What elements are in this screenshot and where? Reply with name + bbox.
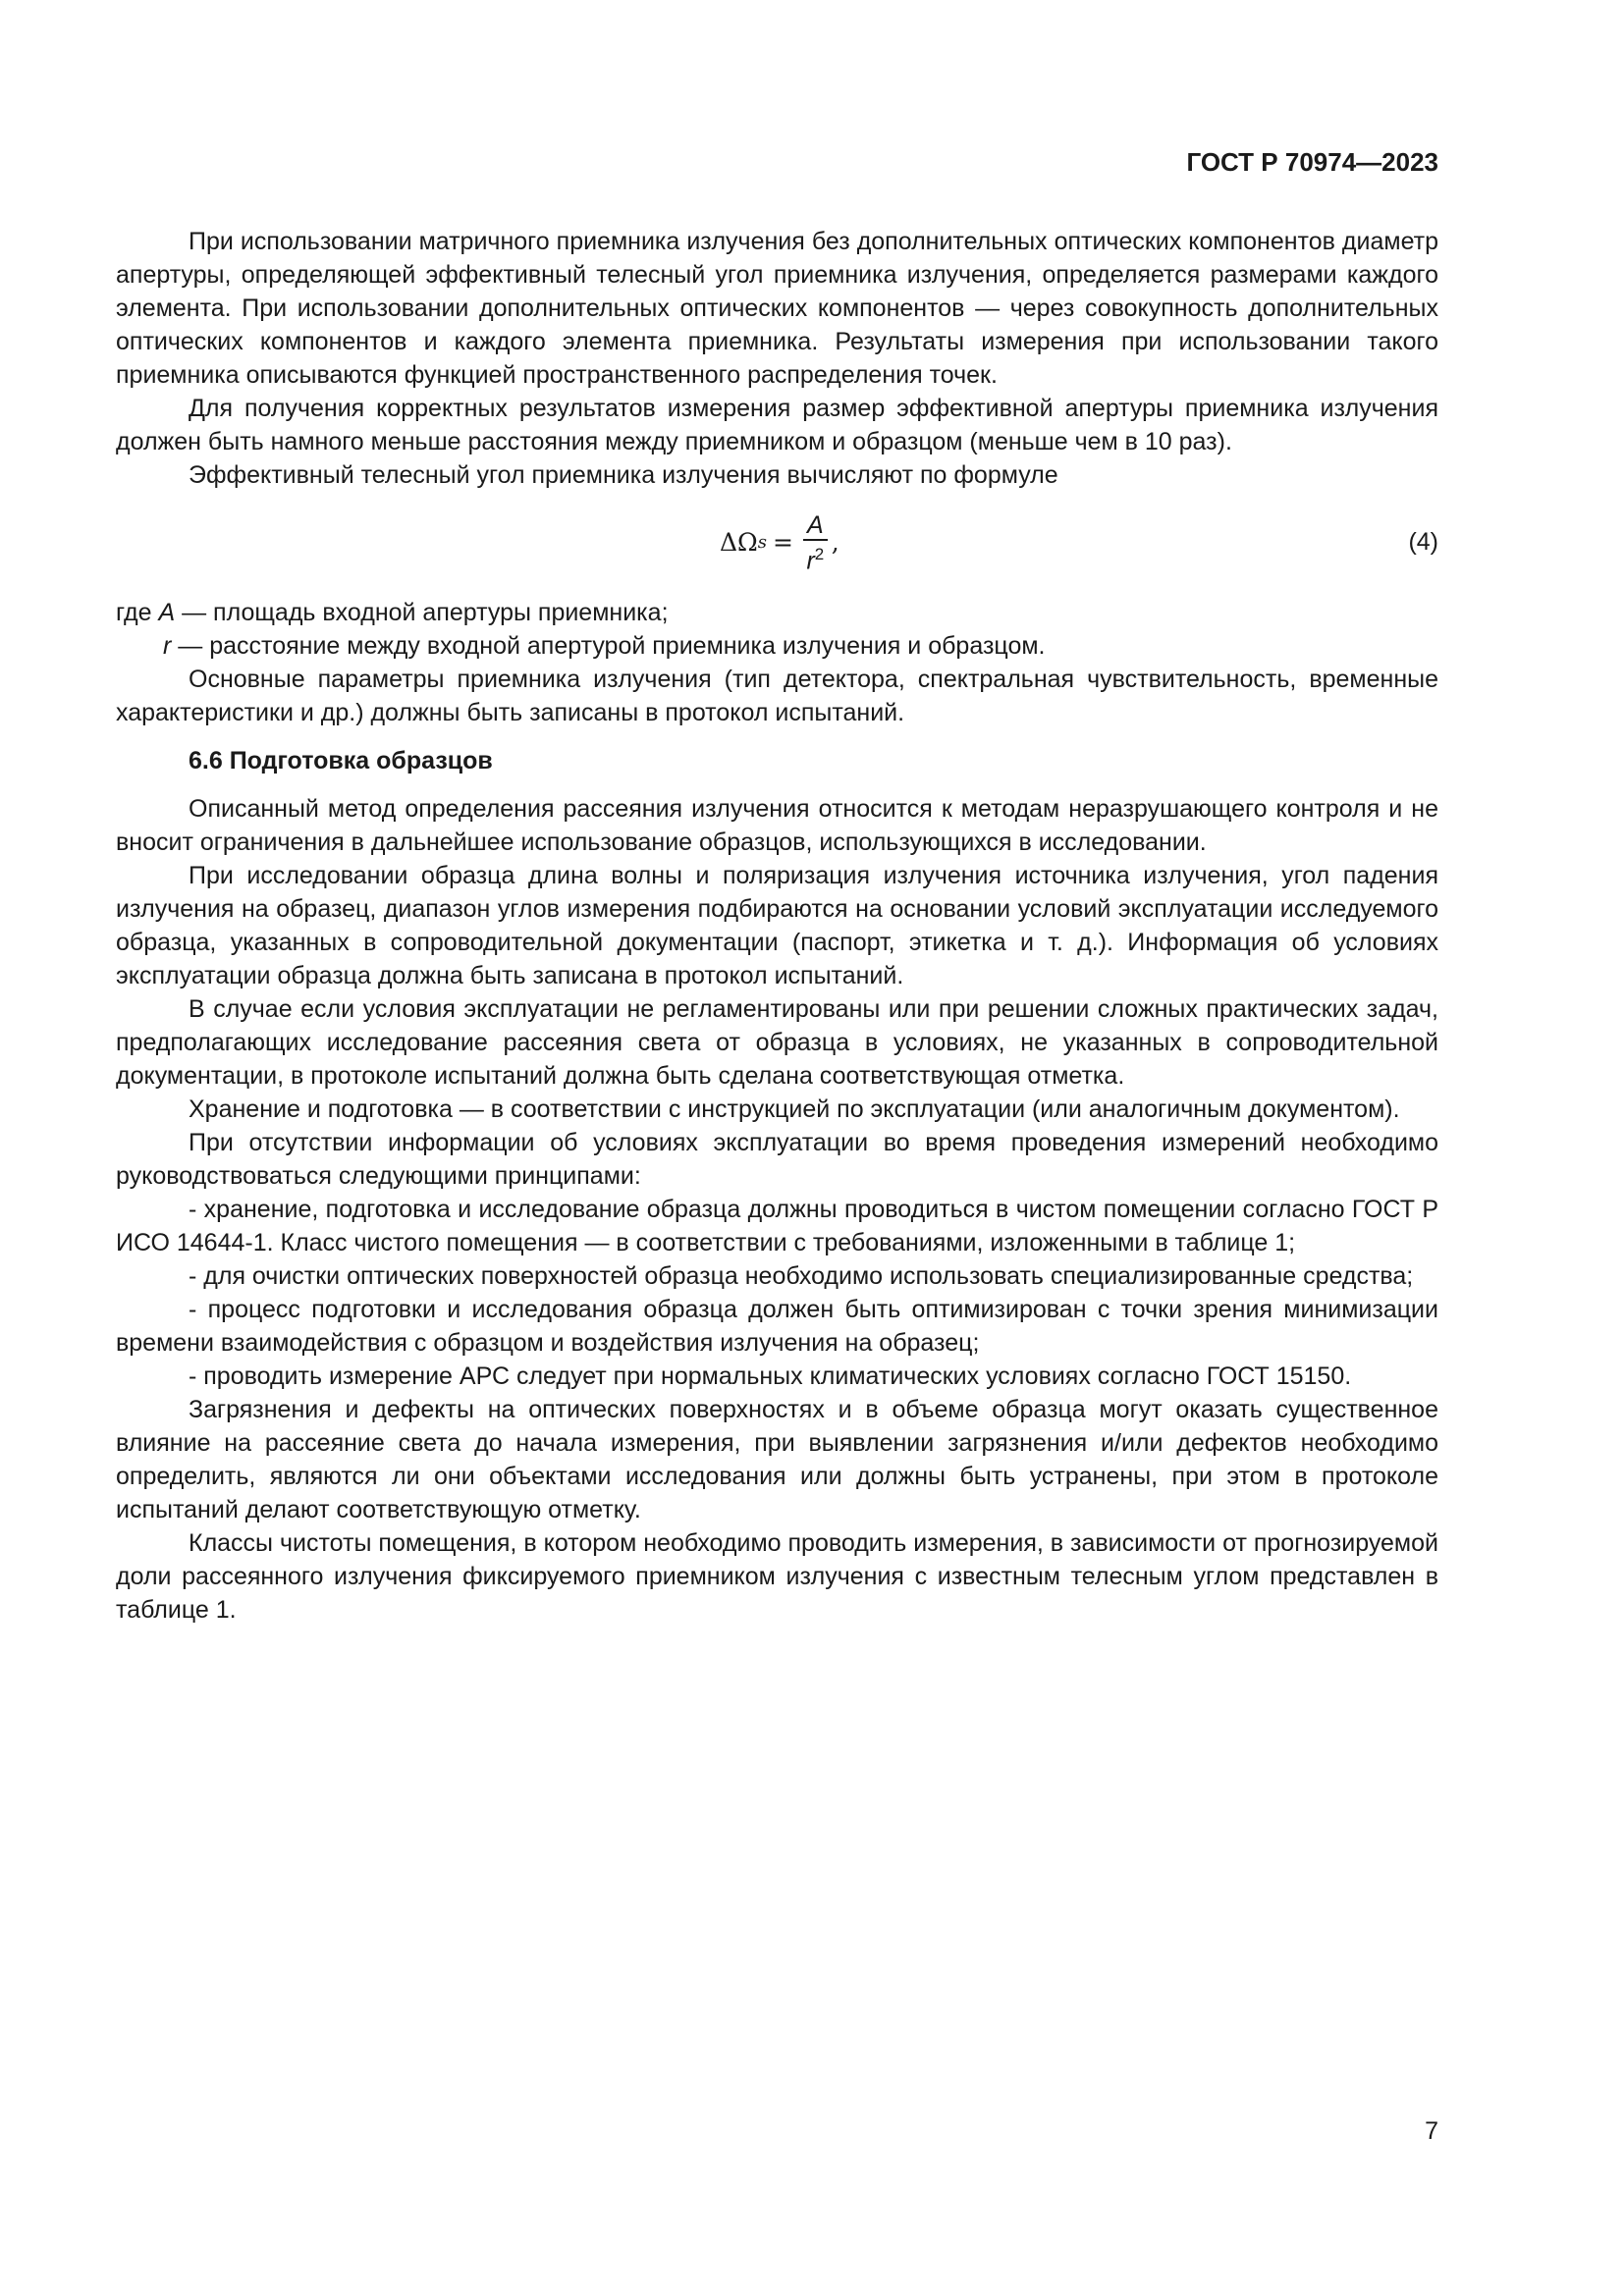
where-prefix: где: [116, 599, 152, 626]
paragraph-storage: Хранение и подготовка — в соответствии с инструкцией по эксплуатации (или аналогичным документом).: [189, 1095, 1400, 1123]
list-item-optimization: - процесс подготовки и исследования образца должен быть оптимизирован с точки зрения минимизации времени взаимодействия с образцом и воздействия излучения на образец;: [116, 1296, 1438, 1357]
formula-denominator-power: 2: [814, 545, 825, 563]
formula-fraction: [803, 511, 828, 574]
where-text-r: — расстояние между входной апертурой приемника излучения и образцом.: [171, 632, 1046, 660]
formula-number: (4): [1408, 528, 1438, 556]
where-symbol-r: r: [163, 632, 172, 660]
paragraph-matrix-receiver: При использовании матричного приемника излучения без дополнительных оптических компонентов диаметр апертуры, определяющей эффективный телесный угол приемника излучения, определяется размерами каждого элемента. При использовании дополнительных оптических компонентов — через совокупность дополнительных оптических компонентов и каждого элемента приемника. Результаты измерения при использовании такого приемника описываются функцией пространственного распределения точек.: [116, 228, 1438, 389]
paragraph-unregulated-conditions: В случае если условия эксплуатации не регламентированы или при решении сложных практических задач, предполагающих исследование рассеяния света от образца в условиях, не указанных в сопроводительной документации, в протоколе испытаний должна быть сделана соответствующая отметка.: [116, 995, 1438, 1090]
formula-4: [116, 507, 1438, 578]
paragraph-receiver-params: Основные параметры приемника излучения (тип детектора, спектральная чувствительность, временные характеристики и др.) должны быть записаны в протокол испытаний.: [116, 666, 1438, 726]
paragraph-method: Описанный метод определения рассеяния излучения относится к методам неразрушающего контроля и не вносит ограничения в дальнейшее использование образцов, использующихся в исследовании.: [116, 795, 1438, 856]
paragraph-sample-study: При исследовании образца длина волны и поляризация излучения источника излучения, угол падения излучения на образец, диапазон углов измерения подбираются на основании условий эксплуатации исследуемого образца, указанных в сопроводительной документации (паспорт, этикетка и т. д.). Информация об условиях эксплуатации образца должна быть записана в протокол испытаний.: [116, 862, 1438, 989]
section-heading-6-6: 6.6 Подготовка образцов: [189, 747, 493, 774]
formula-numerator: A: [803, 511, 828, 541]
formula-denominator-base: r: [806, 547, 815, 575]
paragraph-principles-intro: При отсутствии информации об условиях эксплуатации во время проведения измерений необходимо руководствоваться следующими принципами:: [116, 1129, 1438, 1190]
page-content: [116, 225, 1438, 1627]
where-text-a: — площадь входной апертуры приемника;: [175, 599, 669, 626]
formula-trailing-comma: ,: [831, 528, 839, 558]
formula-denominator: [806, 541, 824, 574]
where-line-r: [116, 629, 1438, 663]
where-line-a: [116, 596, 1438, 629]
paragraph-contamination: Загрязнения и дефекты на оптических поверхностях и в объеме образца могут оказать существенное влияние на рассеяние света до начала измерения, при выявлении загрязнения и/или дефектов необходимо определить, являются ли они объектами исследования или должны быть устранены, при этом в протоколе испытаний делают соответствующую отметку.: [116, 1396, 1438, 1523]
formula-equals: =: [773, 528, 793, 558]
formula-lhs: ΔΩ: [720, 528, 758, 558]
list-item-clean-room: - хранение, подготовка и исследование образца должны проводиться в чистом помещении согласно ГОСТ Р ИСО 14644-1. Класс чистого помещения — в соответствии с требованиями, изложенными в таблице 1;: [116, 1196, 1438, 1256]
where-symbol-a: A: [158, 599, 176, 626]
list-item-cleaning: - для очистки оптических поверхностей образца необходимо использовать специализированные средства;: [189, 1262, 1414, 1290]
document-id-header: ГОСТ Р 70974—2023: [1186, 147, 1438, 177]
page-number: 7: [1425, 2117, 1438, 2145]
list-item-climate: - проводить измерение АРС следует при нормальных климатических условиях согласно ГОСТ 15150.: [189, 1362, 1352, 1390]
paragraph-aperture-size: Для получения корректных результатов измерения размер эффективной апертуры приемника излучения должен быть намного меньше расстояния между приемником и образцом (меньше чем в 10 раз).: [116, 395, 1438, 455]
paragraph-cleanliness-classes: Классы чистоты помещения, в котором необходимо проводить измерения, в зависимости от прогнозируемой доли рассеянного излучения фиксируемого приемником излучения с известным телесным углом представлен в таблице 1.: [116, 1529, 1438, 1624]
formula-lhs-subscript: s: [757, 532, 768, 554]
formula-expression: [720, 511, 839, 574]
paragraph-formula-intro: Эффективный телесный угол приемника излучения вычисляют по формуле: [189, 461, 1058, 489]
